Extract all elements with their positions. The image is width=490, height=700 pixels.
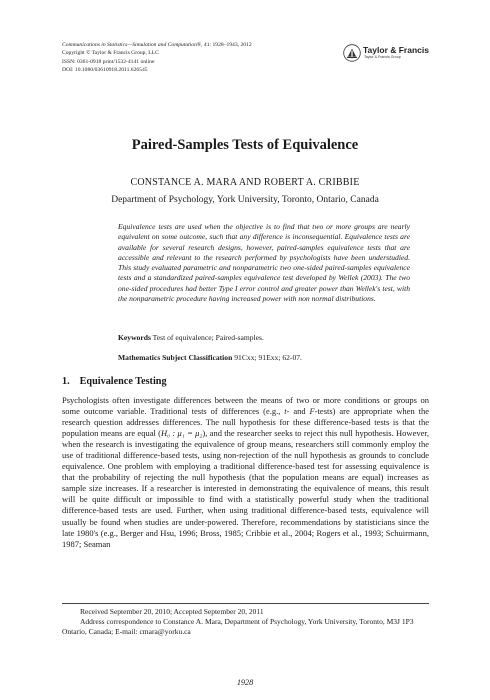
correspondence-address: Address correspondence to Constance A. Mara, Department of Psychology, York University, Toronto, M3J 1P3 Ontario, Canada; E-mail: cmara@yorku.ca: [62, 617, 414, 636]
abstract: Equivalence tests are used when the objective is to find that two or more groups are nearly equivalent on some outcome, such that any difference is inconsequential. Equivalence tests are available for several research designs, however, paired-samples equivalence tests that are accessible and relevant to the research performed by psychologists have been understudied. This study evaluated parametric and nonparametric two one-sided paired-samples equivalence tests and a standardized paired-samples equivalence test developed by Wellek (2003). The two one-sided procedures had better Type I error control and greater power than Wellek's test, with the nonparametric procedure having increased power with non normal distributions.: [118, 222, 410, 304]
body-text-2: - and: [286, 406, 310, 417]
copyright-line: Copyright © Taylor & Francis Group, LLC: [62, 50, 159, 57]
msc-label: Mathematics Subject Classification: [118, 353, 233, 362]
taylor-francis-logo-icon: [343, 44, 361, 62]
author-affiliation: Department of Psychology, York University, Toronto, Ontario, Canada: [111, 195, 379, 205]
section-heading: [62, 376, 167, 387]
page-number: 1928: [236, 678, 254, 687]
body-text-1: Psychologists often investigate differences between the means of two or more conditions or groups on some outcome variable. Traditional tests of differences (e.g.,: [62, 395, 429, 417]
section-title: Equivalence Testing: [79, 376, 167, 387]
publisher-logo: [343, 44, 463, 62]
issn-line: ISSN: 0361-0918 print/1532-4141 online: [62, 58, 155, 65]
received-dates: Received September 20, 2010; Accepted September 20, 2011: [80, 607, 264, 616]
journal-citation-line: [62, 41, 342, 49]
publisher-name: Taylor & Francis: [363, 45, 429, 55]
keywords-label: Keywords: [118, 333, 151, 342]
null-hypothesis-formula: H₀ : μ₁ = μ₂: [160, 428, 203, 439]
journal-header: [62, 41, 342, 75]
body-text-3: -tests) are appropriate when the research question addresses differences. The null hypothesis for these difference-based tests is that the population means are equal (: [62, 406, 429, 439]
footnote: [62, 607, 429, 637]
section-number: 1.: [62, 376, 70, 387]
body-text-4: ), and the researcher seeks to reject this null hypothesis. However, when the research is investigating the equivalence of group means, researchers still commonly employ the use of traditional difference-based tests, using non-rejection of the null hypothesis as grounds to conclude equivalence. One problem with employing a traditional difference-based test for assessing equivalence is that the probability of rejecting the null hypothesis (that the population means are equal) increases as sample size increases. If a researcher is interested in demonstrating the equivalence of means, this result will be quite difficult or impossible to find with a statistically powerful study when the traditional difference-based tests are used. Further, when using traditional difference-based tests, equivalence will usually be found when studies are under-powered. Therefore, recommendations by statisticians since the late 1980's (e.g., Berger and Hsu, 1996; Bross, 1985; Cribbie et al., 2004; Rogers et al., 1993; Schuirmann, 1987; Seaman: [62, 428, 429, 549]
section-body: [62, 395, 429, 550]
f-test-symbol: F: [309, 406, 315, 417]
journal-citation: ®, 41: 1928–1943, 2012: [196, 42, 252, 48]
footnote-divider: [62, 603, 429, 604]
msc-classification: [118, 353, 418, 362]
keywords-list: Test of equivalence; Paired-samples.: [152, 333, 264, 342]
keywords: [118, 333, 418, 342]
msc-codes: 91Cxx; 91Exx; 62-07.: [234, 353, 302, 362]
journal-name: Communications in Statistics—Simulation and Computation: [62, 42, 197, 48]
t-test-symbol: t: [284, 406, 287, 417]
article-authors: CONSTANCE A. MARA AND ROBERT A. CRIBBIE: [130, 177, 360, 188]
publisher-tagline: Taylor & Francis Group: [364, 55, 401, 59]
article-title: Paired-Samples Tests of Equivalence: [131, 137, 359, 153]
doi-line: DOI: 10.1080/03610918.2011.626545: [62, 67, 148, 74]
